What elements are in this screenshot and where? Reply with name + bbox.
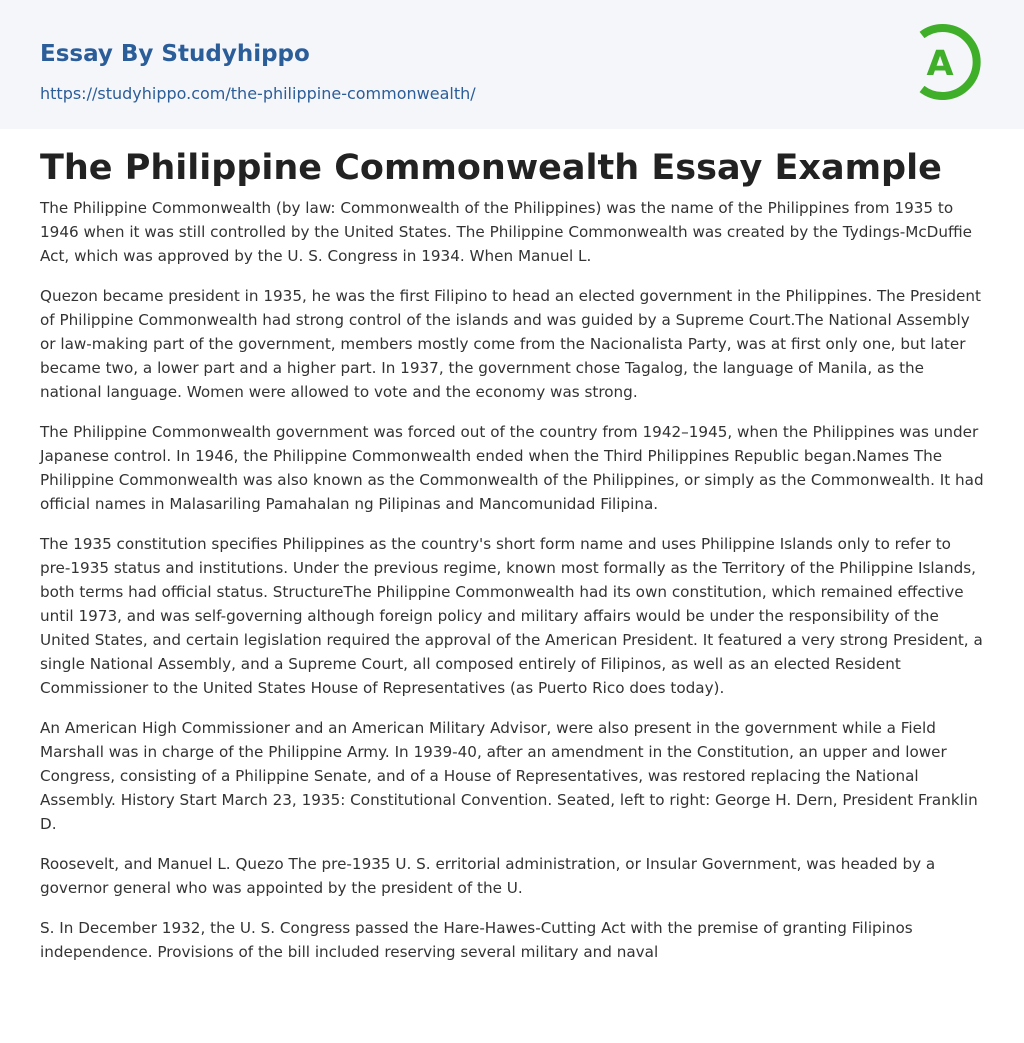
essay-title: The Philippine Commonwealth Essay Example [40, 148, 942, 188]
brand-name[interactable]: Essay By Studyhippo [40, 41, 310, 67]
essay-paragraph-3: The Philippine Commonwealth government was forced out of the country from 1942–1945, when the Philippines was under Japanese control. In 1946, the Philippine Commonwealth ended when the Third Philippines Republic began.Names The Philippine Commonwealth was also known as the Commonwealth of the Philippines, or simply as the Commonwealth. It had official names in Malasariling Pamahalan ng Pilipinas and Mancomunidad Filipina. [40, 423, 984, 513]
essay-paragraph-7: S. In December 1932, the U. S. Congress passed the Hare-Hawes-Cutting Act with the premise of granting Filipinos independence. Provisions of the bill included reserving several military and naval [40, 919, 913, 961]
essay-paragraph-6: Roosevelt, and Manuel L. Quezo The pre-1935 U. S. erritorial administration, or Insular Government, was headed by a governor general who was appointed by the president of the U. [40, 855, 936, 897]
essay-content [0, 129, 1024, 964]
essay-paragraph-4: The 1935 constitution specifies Philippines as the country's short form name and uses Philippine Islands only to refer to pre-1935 status and institutions. Under the previous regime, known most formally as the Territory of the Philippine Islands, both terms had official status. StructureThe Philippine Commonwealth had its own constitution, which remained effective until 1973, and was self-governing although foreign policy and military affairs would be under the responsibility of the United States, and certain legislation required the approval of the American President. It featured a very strong President, a single National Assembly, and a Supreme Court, all composed entirely of Filipinos, as well as an elected Resident Commissioner to the United States House of Representatives (as Puerto Rico does today). [40, 535, 983, 697]
source-url-link[interactable]: https://studyhippo.com/the-philippine-commonwealth/ [40, 84, 476, 103]
logo-letter: A [926, 44, 954, 84]
essay-paragraph-5: An American High Commissioner and an American Military Advisor, were also present in the government while a Field Marshall was in charge of the Philippine Army. In 1939-40, after an amendment in the Constitution, an upper and lower Congress, consisting of a Philippine Senate, and of a House of Representatives, was restored replacing the National Assembly. History Start March 23, 1935: Constitutional Convention. Seated, left to right: George H. Dern, President Franklin D. [40, 719, 978, 833]
studyhippo-logo-icon[interactable] [912, 19, 986, 105]
essay-paragraph-2: Quezon became president in 1935, he was the first Filipino to head an elected government in the Philippines. The President of Philippine Commonwealth had strong control of the islands and was guided by a Supreme Court.The National Assembly or law-making part of the government, members mostly come from the Nacionalista Party, was at first only one, but later became two, a lower part and a higher part. In 1937, the government chose Tagalog, the language of Manila, as the national language. Women were allowed to vote and the economy was strong. [40, 287, 981, 401]
site-header [0, 0, 1024, 129]
essay-paragraph-1: The Philippine Commonwealth (by law: Commonwealth of the Philippines) was the name of the Philippines from 1935 to 1946 when it was still controlled by the United States. The Philippine Commonwealth was created by the Tydings-McDuffie Act, which was approved by the U. S. Congress in 1934. When Manuel L. [40, 199, 973, 265]
